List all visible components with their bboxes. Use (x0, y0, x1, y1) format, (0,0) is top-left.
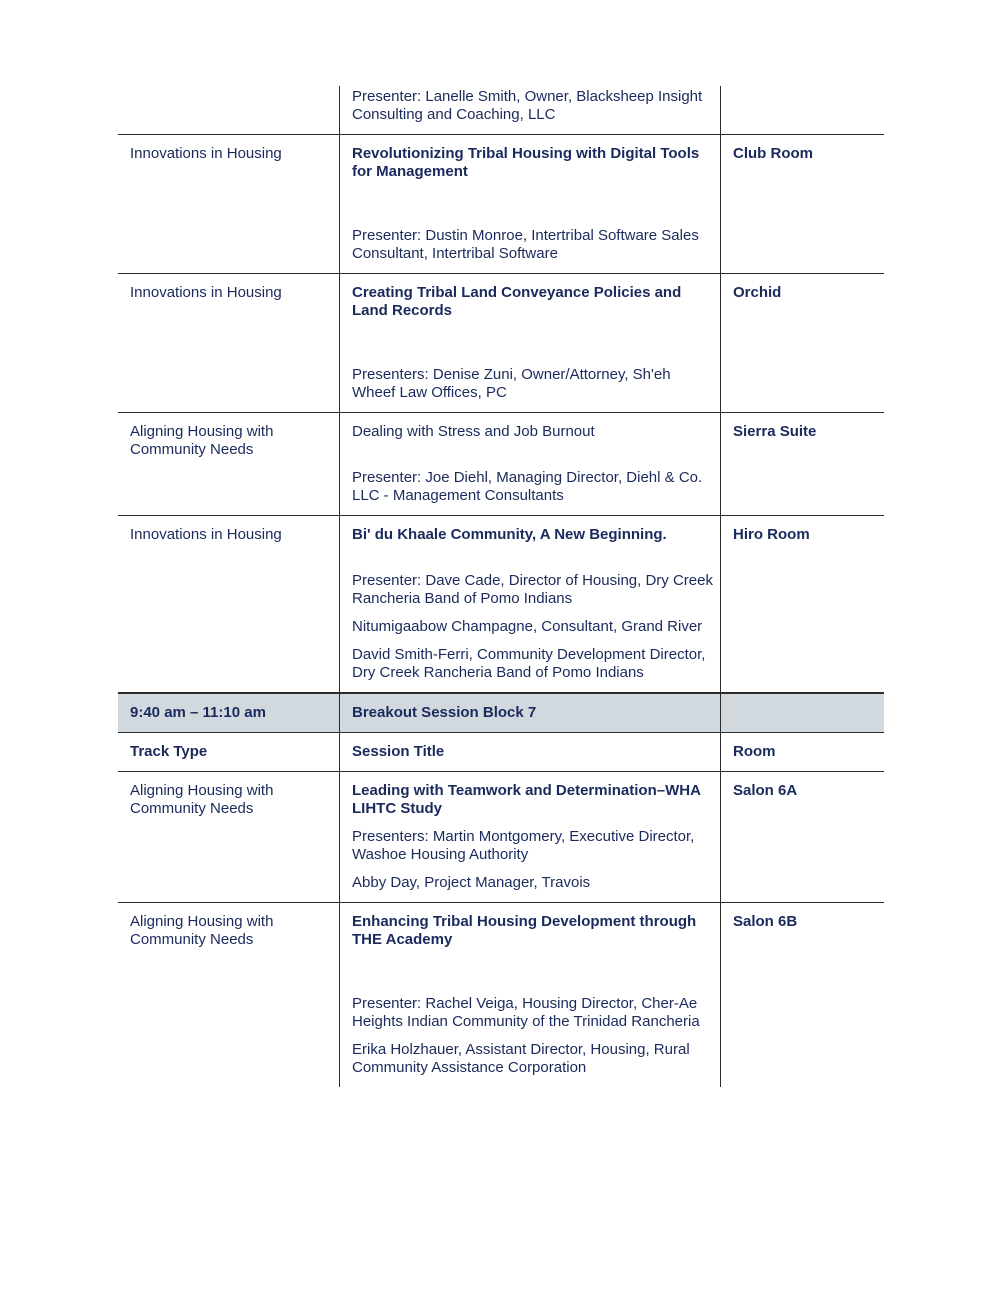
table-row (118, 274, 884, 413)
room-cell: Club Room (733, 145, 813, 162)
presenter-text: David Smith-Ferri, Community Development Director, Dry Creek Rancheria Band of Pomo Indians (352, 646, 706, 681)
presenter-text: Presenter: Dustin Monroe, Intertribal Software Sales Consultant, Intertribal Software (352, 227, 699, 262)
session-cell (339, 516, 721, 692)
table-row (118, 516, 884, 693)
presenter-text: Presenters: Martin Montgomery, Executive Director, Washoe Housing Authority (352, 828, 695, 863)
room-cell: Orchid (733, 284, 782, 301)
table-row (118, 772, 884, 903)
presenter-text: Presenter: Lanelle Smith, Owner, Blacksheep Insight Consulting and Coaching, LLC (352, 88, 703, 123)
session-block-row (118, 693, 884, 733)
session-cell (339, 274, 721, 412)
session-title: Revolutionizing Tribal Housing with Digital Tools for Management (352, 145, 700, 180)
track-cell: Aligning Housing with Community Needs (130, 913, 274, 948)
block-time: 9:40 am – 11:10 am (130, 704, 266, 721)
session-title: Bi' du Khaale Community, A New Beginning. (352, 526, 667, 543)
session-cell (339, 903, 721, 1087)
table-row (118, 135, 884, 274)
presenter-text: Presenter: Rachel Veiga, Housing Director, Cher-Ae Heights Indian Community of the Trinidad Rancheria (352, 995, 700, 1030)
table-row (118, 903, 884, 1087)
session-cell (339, 772, 721, 902)
track-cell: Innovations in Housing (130, 284, 282, 301)
header-room: Room (733, 743, 776, 760)
presenter-text: Presenter: Joe Diehl, Managing Director, Diehl & Co. LLC - Management Consultants (352, 469, 703, 504)
room-cell (721, 86, 884, 134)
presenter-text: Abby Day, Project Manager, Travois (352, 874, 591, 891)
column-header-row (118, 733, 884, 772)
session-title: Creating Tribal Land Conveyance Policies and Land Records (352, 284, 682, 319)
table-row (118, 413, 884, 516)
header-title: Session Title (339, 733, 721, 771)
presenter-text: Presenters: Denise Zuni, Owner/Attorney, Sh'eh Wheef Law Offices, PC (352, 366, 671, 401)
presenter-text: Presenter: Dave Cade, Director of Housing, Dry Creek Rancheria Band of Pomo Indians (352, 572, 713, 607)
session-title: Leading with Teamwork and Determination–WHA LIHTC Study (352, 782, 701, 817)
track-cell: Innovations in Housing (130, 145, 282, 162)
table-row (118, 86, 884, 135)
track-cell: Innovations in Housing (130, 526, 282, 543)
track-cell: Aligning Housing with Community Needs (130, 782, 274, 817)
presenter-text: Erika Holzhauer, Assistant Director, Housing, Rural Community Assistance Corporation (352, 1041, 690, 1076)
room-cell: Sierra Suite (733, 423, 817, 440)
agenda-table (118, 86, 884, 1087)
session-cell (339, 135, 721, 273)
track-cell (118, 86, 339, 134)
session-title: Dealing with Stress and Job Burnout (352, 423, 595, 440)
header-track: Track Type (130, 743, 208, 760)
room-cell: Salon 6B (733, 913, 798, 930)
track-cell: Aligning Housing with Community Needs (130, 423, 274, 458)
presenter-text: Nitumigaabow Champagne, Consultant, Grand River (352, 618, 703, 635)
block-name: Breakout Session Block 7 (339, 694, 721, 732)
session-cell (339, 86, 721, 134)
room-cell: Hiro Room (733, 526, 810, 543)
session-cell (339, 413, 721, 515)
session-title: Enhancing Tribal Housing Development through THE Academy (352, 913, 697, 948)
room-cell: Salon 6A (733, 782, 798, 799)
block-room-empty (721, 694, 884, 732)
